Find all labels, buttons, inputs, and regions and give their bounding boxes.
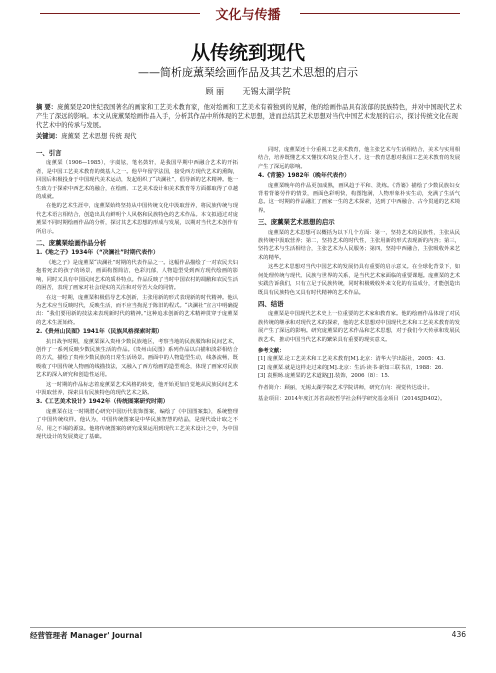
paragraph: 在这一时期，庞薰琹积极倡导艺术创新，主张用新的形式表现新的时代精神。他认为艺术应当反映时代，反映生活，而不应当拘泥于陈旧的程式。“决澜社”宣言中明确提出：“我们要用新的技法来表现新时代的精神。”这种追求创新的艺术精神贯穿于庞薰琹的艺术生涯始终。 (36, 294, 238, 326)
author-note: 作者简介：顾丽，无锡太湖学院艺术学院讲师，研究方向：视觉传达设计。 (258, 384, 433, 391)
section-heading: 1.《地之子》1934年（“决澜社”时期代表作） (36, 250, 159, 257)
keywords-label: 关键词： (36, 133, 62, 140)
section-heading: 一、引言 (36, 149, 62, 157)
paragraph: 这一时期的作品标志着庞薰琹艺术风格的转变，他开始更加自觉地从民族民间艺术中汲取营养，探索具有民族特色的现代艺术之路。 (36, 381, 238, 396)
section-heading: 四、结语 (258, 299, 284, 308)
paragraph: 庞薰琹（1906—1985），字虞铉，笔名鼓轩，是我国早期中西融合艺术的开拓者，是中国工艺美术教育的奠基人之一。他早年留学法国，接受西方现代艺术的熏陶，回国后积极投身于中国现代美术运动，发起组织了“决澜社”，倡导新的艺术精神。他一生致力于探索中西艺术的融合，在绘画、工艺美术设计和美术教育等方面都取得了卓越的成就。 (36, 160, 238, 201)
author-affiliation: 无锡太湖学院 (242, 87, 291, 96)
references (258, 347, 460, 381)
keywords (36, 132, 462, 141)
body-column-right (258, 146, 460, 624)
header-rule-right (300, 13, 460, 14)
byline (0, 86, 496, 97)
abstract-text: 庞薰琹是20世纪我国著名的画家和工艺美术教育家，他对绘画和工艺美术有着独到的见解，他的绘画作品具有浓郁的民族特色，并对中国现代艺术产生了深远的影响。本文从庞薰琹绘画作品入手，分析其作品中所体现的艺术思想，进而总结其艺术思想对当代中国艺术发展的启示，探讨传统文化在现代艺术中的传承与发展。 (36, 104, 462, 129)
section-heading: 3.《工艺美术设计》1942年（传统图案研究时期） (36, 399, 169, 406)
paragraph: 庞薰琹晚年的作品更加成熟，画风趋于平和、洗练。《背篓》描绘了少数民族妇女背着背篓劳作的情景，画面色彩明快，构图饱满，人物形象朴实生动，充满了生活气息。这一时期的作品融汇了画家一生的艺术探索，达到了中西融合、古今贯通的艺术境界。 (258, 182, 460, 214)
page-header (0, 0, 496, 28)
paragraph: 庞薰琹是中国现代艺术史上一位重要的艺术家和教育家。他的绘画作品体现了对民族传统的继承和对现代艺术的探索，他的艺术思想对中国现代艺术和工艺美术教育的发展产生了深远的影响。研究庞薰琹的艺术作品和艺术思想，对于我们今天传承和发展民族艺术，推动中国当代艺术的繁荣具有重要的现实意义。 (258, 311, 460, 343)
body-column-left (36, 146, 238, 624)
paragraph: 这些艺术思想对当代中国艺术的发展仍具有重要的启示意义。在全球化背景下，如何处理传统与现代、民族与世界的关系，是当代艺术家面临的重要课题。庞薰琹的艺术实践告诉我们，只有立足于民族传统，同时积极吸收外来文化的有益成分，才能创造出既具有民族特色又具有时代精神的艺术作品。 (258, 264, 460, 296)
reference-item: [1] 庞薰琹.论工艺美术和工艺美术教育[M].北京：清华大学出版社，2005：43. (258, 356, 446, 363)
section-heading: 4.《背篓》1982年（晚年代表作） (258, 173, 350, 180)
keywords-text: 庞薰琹 艺术思想 传统 现代 (61, 133, 137, 140)
paragraph: 《地之子》是庞薰琹“决澜社”时期的代表作品之一。这幅作品描绘了一对农民夫妇抱着死去的孩子的场景，画面构图简洁，色彩沉郁，人物造型受到西方现代绘画的影响，同时又具有中国民间艺术的质朴特点。作品反映了当时中国农村的凋敝和农民生活的困苦，表现了画家对社会现实的关注和对劳苦大众的同情。 (36, 259, 238, 292)
fund-note: 基金项目：2014年度江苏省高校哲学社会科学研究基金项目（2014SJD402）。 (258, 395, 446, 402)
section-label: 文化与传播 (215, 8, 281, 23)
page-number: 436 (451, 630, 466, 639)
paragraph: 抗日战争时期，庞薰琹深入贵州少数民族地区，考察当地的民族服饰和民间艺术，创作了一系列反映少数民族生活的作品。《贵州山民图》系列作品以白描和淡彩相结合的方式，描绘了贵州少数民族的日常生活场景。画面中的人物造型生动，线条流畅，既吸收了中国传统人物画的线描技法，又融入了西方绘画的造型观念，体现了画家对民族艺术的深入研究和创造性运用。 (36, 338, 238, 379)
paragraph: 同时，庞薰琹还十分重视工艺美术教育，他主张艺术与生活相结合，美术与实用相结合，培养既懂艺术又懂技术的复合型人才。这一教育思想对我国工艺美术教育的发展产生了深远的影响。 (258, 147, 460, 170)
paragraph: 庞薰琹的艺术思想可以概括为以下几个方面：第一，坚持艺术的民族性，主张从民族传统中汲取营养；第二，坚持艺术的时代性，主张用新的形式表现新的内容；第三，坚持艺术与生活相结合，主张艺术为人民服务；第四，坚持中西融合，主张吸收外来艺术的精华。 (258, 229, 460, 261)
footer-rule (30, 627, 466, 628)
section-heading: 2.《贵州山民图》1941年（民族风格探索时期） (36, 329, 163, 336)
publication-name: 经营管理者 Manager' Journal (30, 631, 143, 640)
header-rule-left (40, 13, 200, 14)
section-heading: 三、庞薰琹艺术思想的启示 (258, 218, 335, 227)
author-name: 顾 丽 (205, 87, 224, 96)
references-title: 参考文献： (258, 347, 285, 354)
page-footer (30, 630, 466, 644)
article-title: 从传统到现代 (190, 42, 305, 64)
abstract-label: 摘 要： (36, 104, 58, 111)
section-heading: 二、庞薰琹绘画作品分析 (36, 239, 107, 248)
paragraph: 庞薰琹在这一时期潜心研究中国历代装饰图案，编绘了《中国图案集》，系统整理了中国传统纹样。他认为，中国传统图案是中华民族智慧的结晶，是现代设计取之不尽、用之不竭的源泉。他将传统图案的研究成果运用到现代工艺美术设计之中，为中国现代设计的发展奠定了基础。 (36, 408, 238, 440)
article-subtitle: ——简析庞薰琹绘画作品及其艺术思想的启示 (138, 66, 358, 79)
reference-item: [2] 庞薰琹.就是这样走过来的[M].北京：生活·读书·新知三联书店，1988：26. (258, 364, 444, 371)
abstract (36, 103, 462, 130)
paragraph: 在他的艺术生涯中，庞薰琹始终坚持从中国传统文化中汲取营养，将民族传统与现代艺术语言相结合，创造出具有鲜明个人风格和民族特色的艺术作品。本文拟通过对庞薰琹不同时期绘画作品的分析，探讨其艺术思想的形成与发展，以期对当代艺术创作有所启示。 (36, 203, 238, 235)
reference-item: [3] 袁熙旸.庞薰琹的艺术道路[J].装饰，2006（8）：15. (258, 373, 390, 380)
